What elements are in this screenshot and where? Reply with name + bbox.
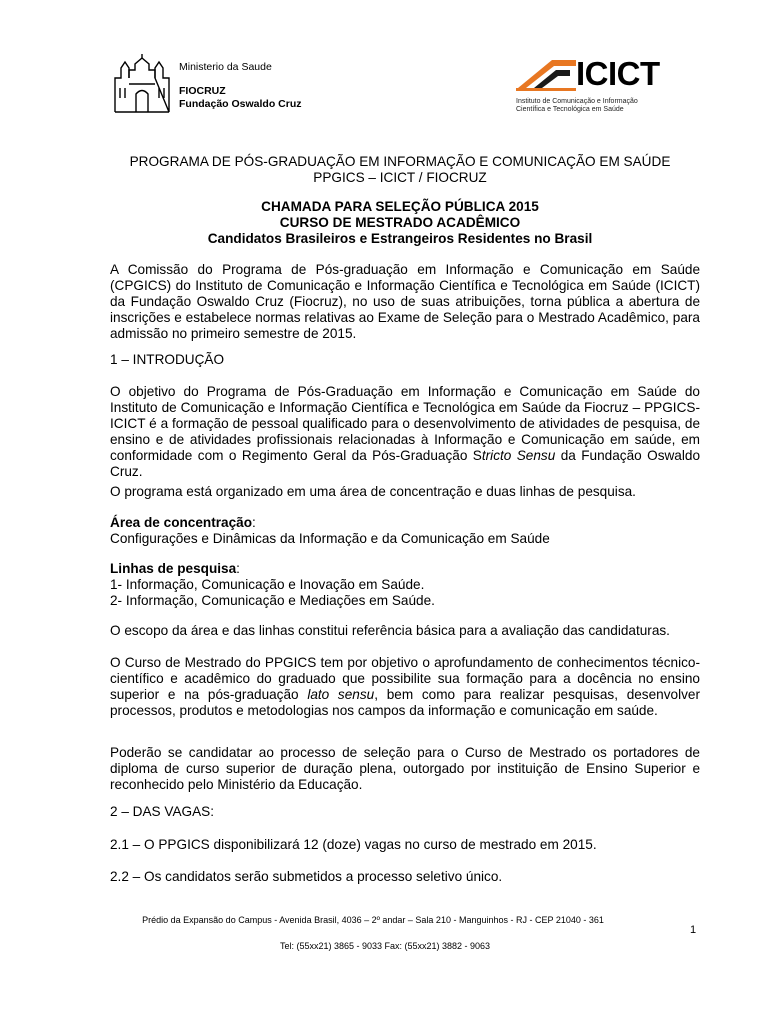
research-line-1: 1- Informação, Comunicação e Inovação em Saúde.	[110, 577, 425, 592]
footer-address: Prédio da Expansão do Campus - Avenida Brasil, 4036 – 2º andar – Sala 210 - Manguinhos - RJ - CEP 21040 - 361	[142, 915, 604, 925]
program-title-line-2: PPGICS – ICICT / FIOCRUZ	[313, 170, 487, 185]
fiocruz-name	[179, 85, 302, 111]
course-paragraph	[110, 655, 700, 719]
course-text-end: , bem como para realizar pesquisas, desenvolver processos, produtos e metodologias nos campos da informação e comunicação em saúde.	[110, 687, 700, 718]
area-label: Área de concentração	[110, 515, 253, 530]
concentration-area	[110, 515, 700, 547]
call-title-line-1: CHAMADA PARA SELEÇÃO PÚBLICA 2015	[261, 199, 539, 214]
fiocruz-ministry-text: Ministerio da Saude	[179, 61, 272, 73]
fiocruz-full-name: Fundação Oswaldo Cruz	[179, 98, 302, 110]
area-value: Configurações e Dinâmicas da Informação e da Comunicação em Saúde	[110, 531, 550, 546]
research-lines	[110, 561, 700, 609]
course-text: O Curso de Mestrado do PPGICS tem por objetivo o aprofundamento de conhecimentos técnico-científico e acadêmico do graduado que possibilite sua formação para a docência no ensino superior e na pós-graduação	[110, 655, 700, 702]
fiocruz-building-icon	[113, 54, 171, 114]
fiocruz-short-name: FIOCRUZ	[179, 85, 226, 97]
footer-contact: Tel: (55xx21) 3865 - 9033 Fax: (55xx21) 3882 - 9063	[279, 941, 491, 951]
icict-roof-icon	[514, 54, 578, 94]
call-title-line-2: CURSO DE MESTRADO ACADÊMICO	[279, 215, 521, 230]
item-2-2: 2.2 – Os candidatos serão submetidos a processo seletivo único.	[110, 869, 503, 884]
lines-colon: :	[236, 561, 240, 576]
program-title	[100, 154, 700, 186]
icict-wordmark: ICICT	[576, 55, 660, 92]
lines-label: Linhas de pesquisa	[110, 561, 237, 576]
call-title-line-3: Candidatos Brasileiros e Estrangeiros Residentes no Brasil	[207, 231, 593, 246]
item-2-1: 2.1 – O PPGICS disponibilizará 12 (doze) vagas no curso de mestrado em 2015.	[110, 837, 597, 852]
objective-italic-text: tricto Sensu	[481, 448, 556, 463]
area-colon: :	[252, 515, 256, 530]
objective-text-end: da Fundação Oswaldo Cruz.	[110, 448, 701, 479]
fiocruz-logo	[113, 52, 353, 122]
organization-paragraph: O programa está organizado em uma área de concentração e duas linhas de pesquisa.	[110, 484, 636, 499]
research-line-2: 2- Informação, Comunicação e Mediações em Saúde.	[110, 593, 435, 608]
icict-subtitle-line-1: Instituto de Comunicação e Informação	[516, 98, 638, 105]
intro-paragraph: A Comissão do Programa de Pós-graduação em Informação e Comunicação em Saúde (CPGICS) do Instituto de Comunicação e Informação Científica e Tecnológica em Saúde (ICICT) da Fundação Oswaldo Cruz (Fiocruz), no uso de suas atribuições, torna pública a abertura de inscrições e estabelece normas relativas ao Exame de Seleção para o Mestrado Acadêmico, para admissão no primeiro semestre de 2015.	[110, 262, 700, 341]
icict-subtitle-line-2: Científica e Tecnológica em Saúde	[516, 106, 624, 113]
icict-logo	[514, 50, 674, 120]
program-title-line-1: PROGRAMA DE PÓS-GRADUAÇÃO EM INFORMAÇÃO E COMUNICAÇÃO EM SAÚDE	[129, 154, 671, 169]
section-1-heading: 1 – INTRODUÇÃO	[110, 352, 225, 367]
objective-text: O objetivo do Programa de Pós-Graduação em Informação e Comunicação em Saúde do Instituto de Comunicação e Informação Científica e Tecnológica em Saúde da Fiocruz – PPGICS-ICICT é a formação de pessoal qualificado para o desenvolvimento de atividades de pesquisa, de ensino e de atividades profissionais relacionadas à Informação e Comunicação em saúde, em conformidade com o Regimento Geral da Pós-Graduação S	[110, 384, 700, 463]
page-number: 1	[690, 924, 697, 936]
scope-paragraph: O escopo da área e das linhas constitui referência básica para a avaliação das candidaturas.	[110, 623, 670, 638]
icict-subtitle	[516, 98, 638, 114]
section-2-heading: 2 – DAS VAGAS:	[110, 804, 215, 819]
call-title	[100, 199, 700, 247]
objective-paragraph	[110, 384, 700, 480]
course-italic-text: lato sensu	[307, 687, 375, 702]
eligibility-paragraph: Poderão se candidatar ao processo de seleção para o Curso de Mestrado os portadores de diploma de curso superior de duração plena, outorgado por instituição de Ensino Superior e reconhecido pelo Ministério da Educação.	[110, 745, 700, 792]
